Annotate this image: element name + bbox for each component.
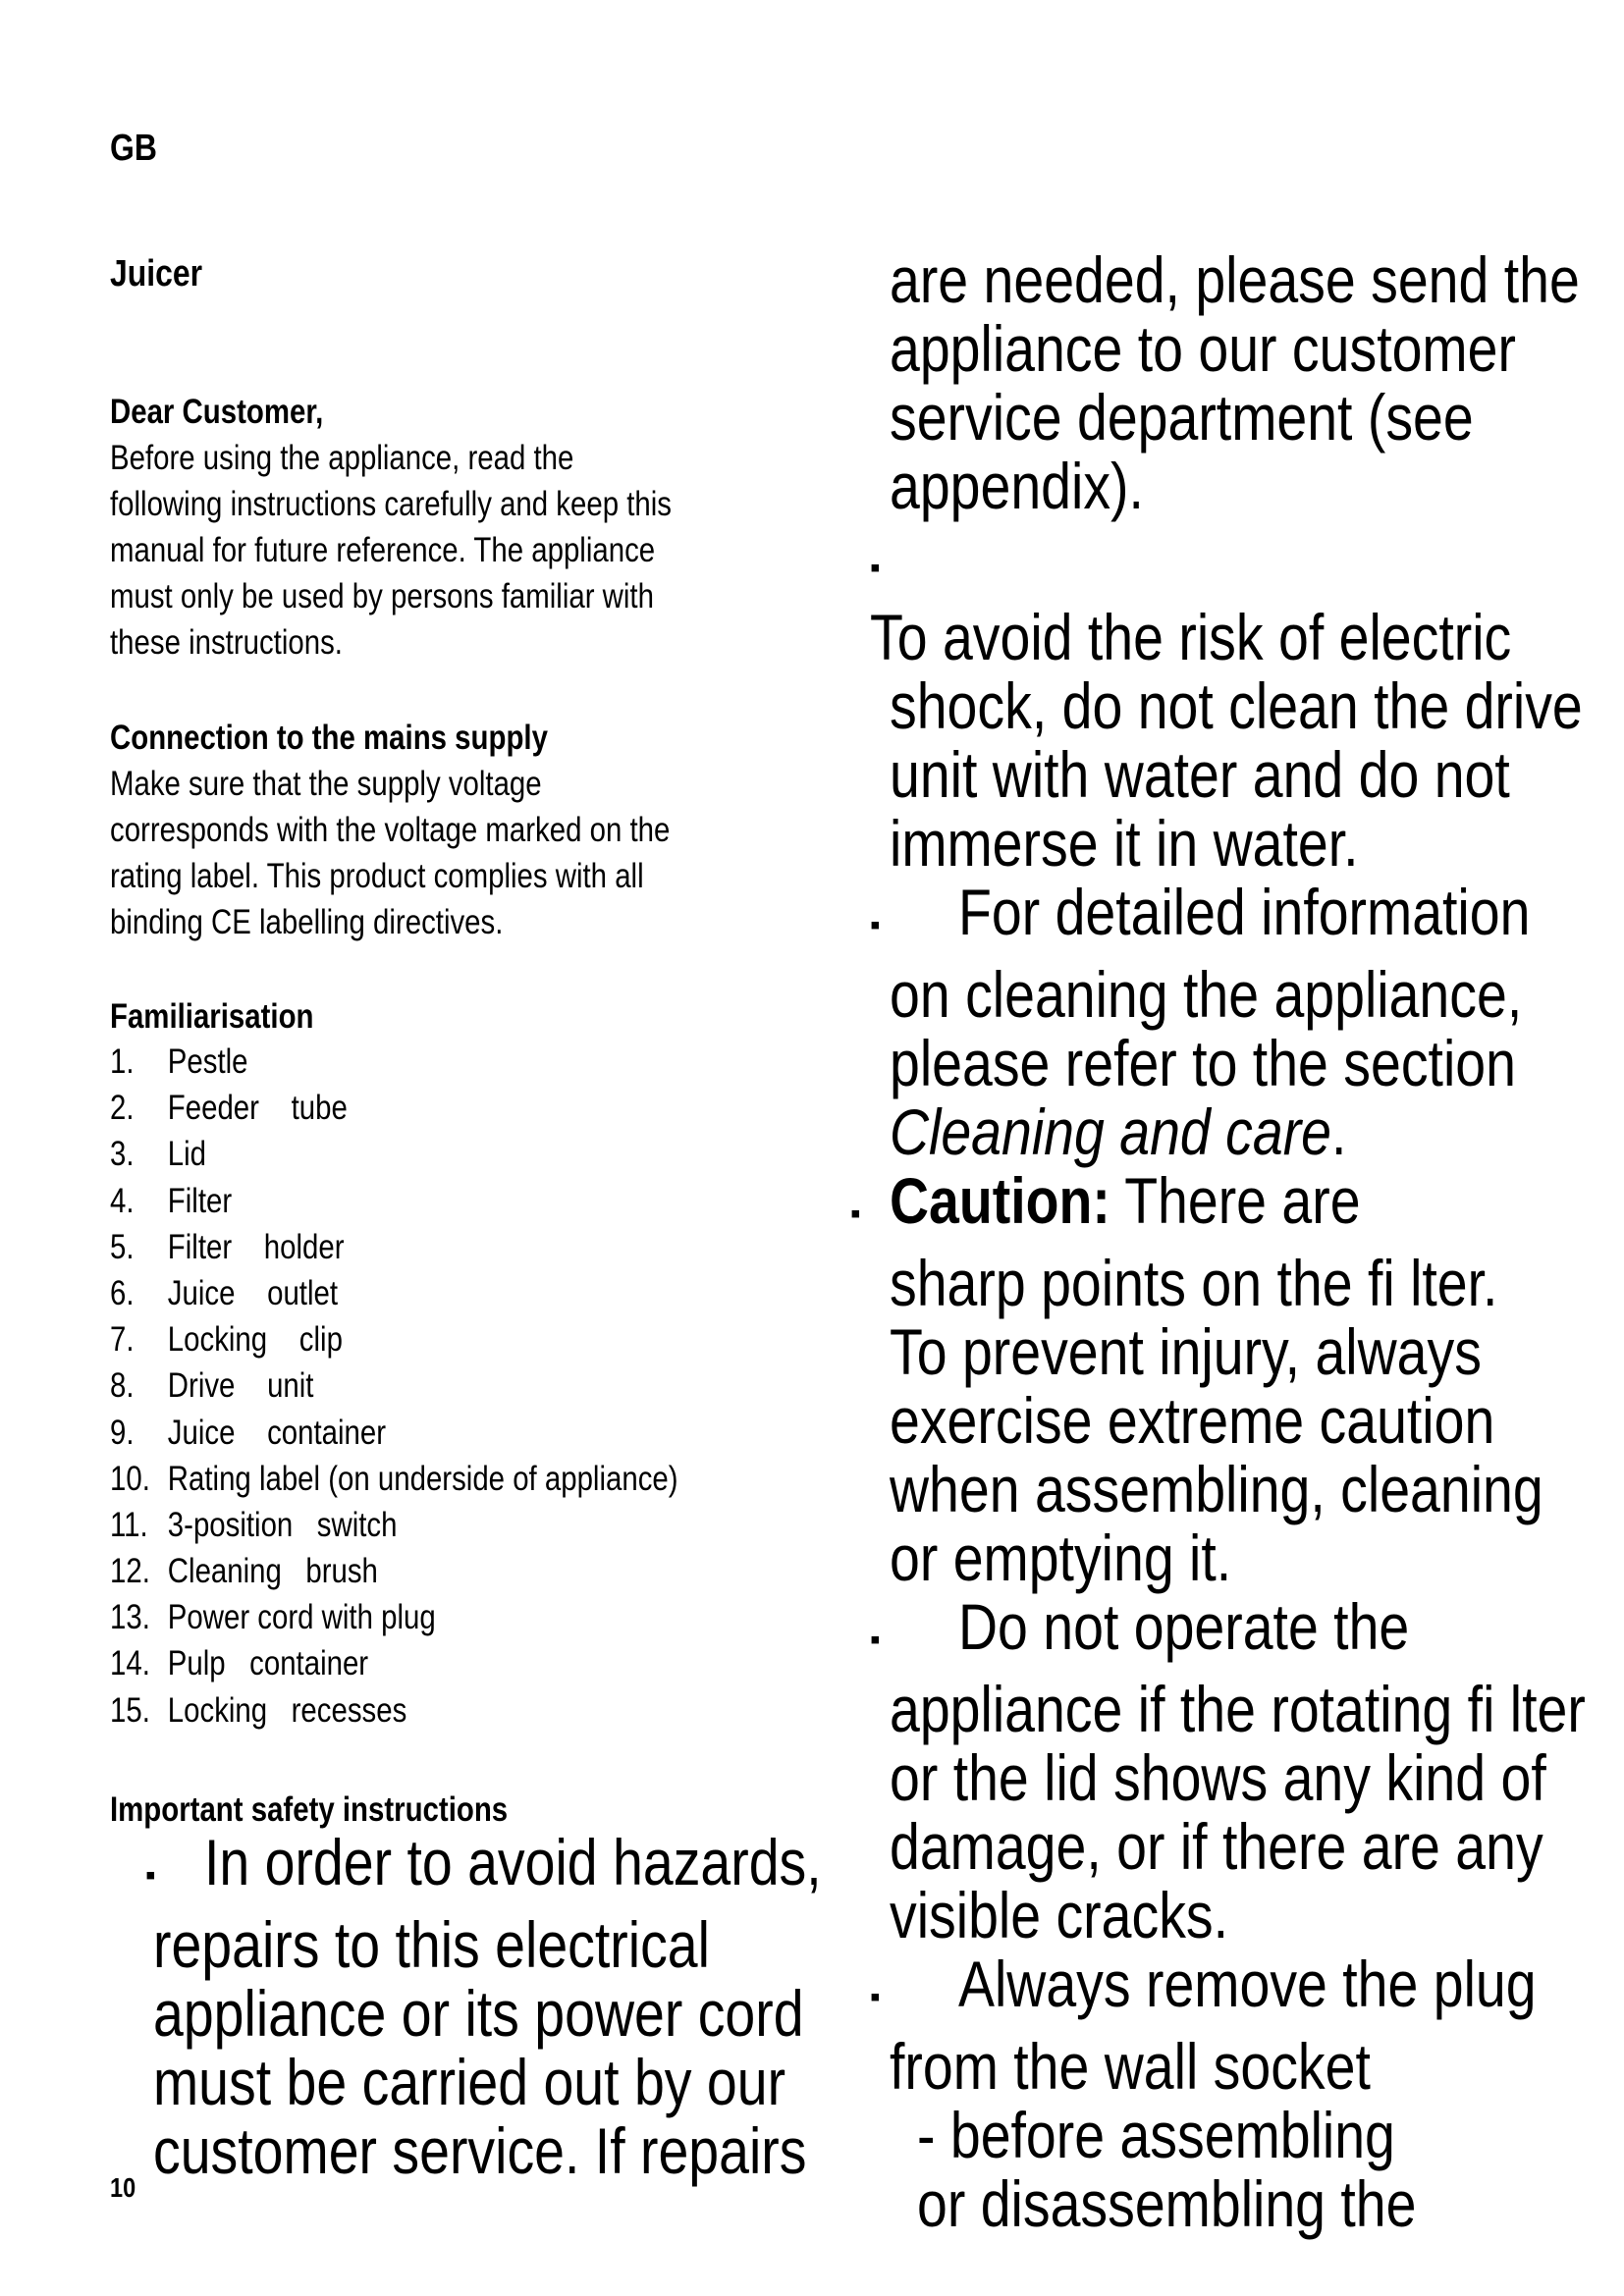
intro-section <box>110 389 779 666</box>
part-label: Juice outlet <box>167 1273 339 1312</box>
part-label: Rating label (on underside of appliance) <box>167 1459 678 1498</box>
part-label: Lid <box>167 1135 207 1174</box>
safety-line: shock, do not clean the drive <box>890 669 1583 742</box>
parts-list-item <box>110 1640 786 1686</box>
safety-line: or the lid shows any kind of <box>890 1741 1546 1814</box>
parts-list-item <box>110 1594 786 1640</box>
bullet-icon: ▪ <box>870 552 881 584</box>
safety-line: must be carried out by our <box>153 2046 786 2118</box>
safety-line: appliance if the rotating fi lter <box>890 1673 1586 1745</box>
part-number: 15. <box>110 1690 150 1730</box>
safety-line: To avoid the risk of electric <box>870 601 1512 673</box>
safety-bullet-1 <box>110 1828 939 2185</box>
safety-bullet-3 <box>870 876 1624 1168</box>
safety-line: appendix). <box>890 450 1144 522</box>
part-number: 4. <box>110 1181 135 1220</box>
safety-line: when assembling, cleaning <box>890 1453 1543 1525</box>
right-column <box>850 243 1624 2240</box>
part-number: 3. <box>110 1135 135 1174</box>
safety-line: from the wall socket <box>890 2030 1371 2103</box>
intro-line: these instructions. <box>110 623 343 662</box>
safety-line: appliance to our customer <box>890 312 1516 385</box>
parts-list-item <box>110 1410 786 1456</box>
section-reference: Cleaning and care <box>890 1095 1331 1168</box>
part-number: 1. <box>110 1042 135 1081</box>
parts-list-item <box>110 1316 786 1362</box>
parts-list-item <box>110 1085 786 1131</box>
part-number: 7. <box>110 1320 135 1360</box>
parts-list-item <box>110 1178 786 1224</box>
part-label: Pulp container <box>167 1644 369 1683</box>
safety-bullet-4 <box>850 1164 1624 1594</box>
mains-line: rating label. This product complies with all <box>110 857 644 895</box>
mains-paragraph <box>110 761 777 945</box>
parts-list <box>110 1039 786 1734</box>
language-label: GB <box>110 128 157 169</box>
mains-line: corresponds with the voltage marked on the <box>110 811 671 849</box>
safety-line: or emptying it. <box>890 1522 1232 1594</box>
bullet-icon: ▪ <box>145 1859 156 1892</box>
parts-list-item <box>110 1456 786 1502</box>
part-label: Pestle <box>167 1042 248 1081</box>
safety-line: repairs to this electrical <box>153 1908 710 1981</box>
parts-list-item <box>110 1131 786 1177</box>
intro-line: following instructions carefully and keep this <box>110 485 672 523</box>
mains-section <box>110 715 777 945</box>
safety-line: appliance or its power cord <box>153 1977 804 2050</box>
parts-list-item <box>110 1362 786 1409</box>
parts-list-item <box>110 1502 786 1548</box>
parts-list-item <box>110 1039 786 1085</box>
mains-line: binding CE labelling directives. <box>110 903 504 941</box>
part-number: 14. <box>110 1644 150 1683</box>
safety-bullet-2 <box>870 520 1624 880</box>
part-label: Juice container <box>167 1413 387 1452</box>
part-number: 6. <box>110 1273 135 1312</box>
caution-label: Caution: <box>890 1164 1110 1237</box>
bullet-icon: ▪ <box>850 1198 861 1230</box>
safety-line: service department (see <box>890 381 1474 454</box>
safety-line: please refer to the section <box>890 1027 1516 1099</box>
part-number: 10. <box>110 1459 150 1498</box>
bullet-icon: ▪ <box>870 1624 881 1656</box>
safety-line: Always remove the plug <box>958 1948 1537 2020</box>
bullet-icon: ▪ <box>870 909 881 941</box>
safety-bullet-5 <box>870 1590 1624 1951</box>
part-label: Locking clip <box>167 1320 343 1360</box>
part-number: 2. <box>110 1089 135 1128</box>
part-label: Feeder tube <box>167 1089 348 1128</box>
parts-list-item <box>110 1548 786 1594</box>
parts-list-item <box>110 1224 786 1270</box>
safety-line: Do not operate the <box>958 1590 1410 1663</box>
part-number: 12. <box>110 1552 150 1591</box>
bullet-icon: ▪ <box>870 1981 881 2013</box>
part-label: Cleaning brush <box>167 1552 378 1591</box>
mains-line: Make sure that the supply voltage <box>110 765 542 803</box>
safety-line: damage, or if there are any <box>890 1810 1543 1883</box>
part-label: Filter <box>167 1181 233 1220</box>
safety-line: visible cracks. <box>890 1879 1229 1951</box>
safety-line: sharp points on the fi lter. <box>890 1247 1498 1319</box>
intro-heading: Dear Customer, <box>110 393 324 431</box>
safety-line: unit with water and do not <box>890 738 1510 811</box>
intro-line: manual for future reference. The appliance <box>110 531 656 569</box>
safety-line: For detailed information <box>958 876 1531 948</box>
page-number: 10 <box>110 2172 136 2203</box>
familiarisation-heading: Familiarisation <box>110 997 314 1036</box>
part-number: 9. <box>110 1413 135 1452</box>
safety-line: immerse it in water. <box>890 807 1359 880</box>
page-title: Juicer <box>110 253 203 294</box>
intro-line: must only be used by persons familiar with <box>110 577 654 615</box>
safety-bullet-6 <box>870 1948 1624 2240</box>
safety-line: To prevent injury, always <box>890 1315 1482 1388</box>
parts-list-item <box>110 1270 786 1316</box>
part-number: 8. <box>110 1366 135 1406</box>
safety-line: There are <box>1110 1164 1361 1237</box>
part-number: 11. <box>110 1505 148 1544</box>
mains-heading: Connection to the mains supply <box>110 719 548 757</box>
part-label: Filter holder <box>167 1227 345 1266</box>
safety-line: are needed, please send the <box>890 243 1580 316</box>
intro-paragraph <box>110 435 779 666</box>
safety-line: In order to avoid hazards, <box>204 1826 822 1898</box>
part-label: Power cord with plug <box>167 1598 436 1637</box>
part-label: 3-position switch <box>167 1505 398 1544</box>
part-number: 13. <box>110 1598 150 1637</box>
safety-line: exercise extreme caution <box>890 1384 1495 1457</box>
safety-subline: - before assembling <box>917 2099 1395 2171</box>
safety-line: customer service. If repairs <box>153 2114 807 2187</box>
part-label: Drive unit <box>167 1366 314 1406</box>
parts-list-item <box>110 1687 786 1734</box>
intro-line: Before using the appliance, read the <box>110 439 574 477</box>
sentence-end: . <box>1330 1095 1347 1168</box>
safety-line: on cleaning the appliance, <box>890 958 1523 1031</box>
safety-bullet-1-continued <box>890 245 1624 520</box>
part-label: Locking recesses <box>167 1690 407 1730</box>
part-number: 5. <box>110 1227 135 1266</box>
safety-heading: Important safety instructions <box>110 1790 509 1829</box>
safety-subline: or disassembling the <box>917 2167 1417 2240</box>
